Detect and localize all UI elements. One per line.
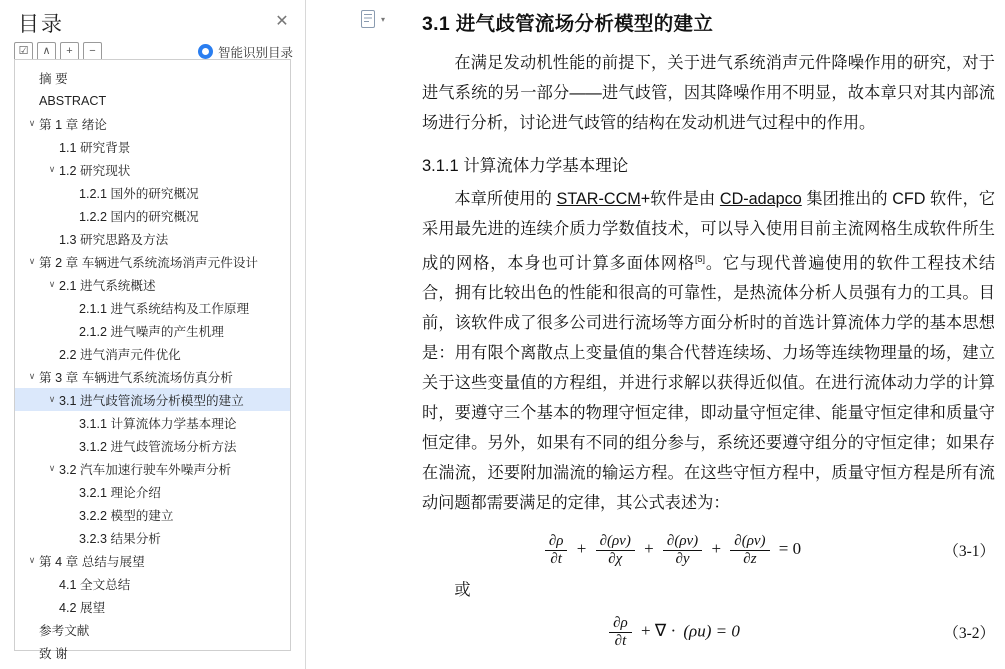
toc-item[interactable]	[15, 181, 290, 204]
chevron-down-icon[interactable]: ∨	[28, 256, 36, 266]
toc-item-label: 3.2 汽车加速行驶车外噪声分析	[59, 463, 232, 477]
toc-item[interactable]	[15, 411, 290, 434]
toc-item-label: ABSTRACT	[39, 93, 107, 108]
toc-sidebar	[0, 0, 306, 669]
toc-item[interactable]	[15, 365, 290, 388]
toc-item-label: 3.2.2 模型的建立	[79, 509, 174, 523]
toc-item-label: 第 2 章 车辆进气系统流场消声元件设计	[39, 256, 259, 270]
equation-connector: 或	[454, 581, 471, 600]
doc-thumbnail-toggle[interactable]	[361, 10, 385, 29]
toc-item[interactable]	[15, 135, 290, 158]
toc-item-label: 1.2.2 国内的研究概况	[79, 210, 199, 224]
collapse-all-icon[interactable]: ∧	[37, 42, 56, 61]
toc-item[interactable]	[15, 342, 290, 365]
toc-item-label: 2.2 进气消声元件优化	[59, 348, 181, 362]
toc-item[interactable]	[15, 89, 290, 112]
toc-item[interactable]	[15, 526, 290, 549]
para2-c: 集团推出的 CFD 软件，它采用最先进的连续介质力学数值技术，可以导入使用目前主流网格生成软件所生成的网格，本身也可计算多面体网格	[422, 190, 996, 273]
toc-item[interactable]	[15, 112, 290, 135]
section-heading: 3.1 进气歧管流场分析模型的建立	[422, 13, 714, 35]
toc-item[interactable]	[15, 457, 290, 480]
toc-item[interactable]	[15, 480, 290, 503]
paragraph-theory	[422, 184, 995, 518]
toc-item-label: 3.1 进气歧管流场分析模型的建立	[59, 394, 244, 408]
toc-item-label: 1.1 研究背景	[59, 141, 131, 155]
page-title: 目录	[18, 13, 64, 36]
chevron-down-icon[interactable]: ∨	[28, 371, 36, 381]
toc-item[interactable]	[15, 388, 290, 411]
equation-3-1-body: $\frac{\partial\rho}{\partial t}$ + $\frac{\partial(\rho\nu)}{\partial\chi}$ + $\frac{\partial(\rho\nu)}{\partial y}$ + $\frac{\partial(\rho\nu)}{\partial z}$ = 0	[422, 533, 925, 568]
chevron-down-icon[interactable]: ∨	[48, 463, 56, 473]
chevron-down-icon[interactable]: ∨	[28, 555, 36, 565]
toc-item[interactable]	[15, 503, 290, 526]
toc-item-label: 3.2.1 理论介绍	[79, 486, 161, 500]
toc-item-label: 3.1.1 计算流体力学基本理论	[79, 417, 237, 431]
toc-item[interactable]	[15, 250, 290, 273]
toc-item[interactable]	[15, 66, 290, 89]
toc-item-label: 致 谢	[39, 647, 68, 661]
chevron-down-icon: ▾	[381, 15, 386, 24]
close-icon[interactable]: ✕	[275, 13, 289, 30]
equation-3-2	[422, 610, 995, 654]
subsection-heading: 3.1.1 计算流体力学基本理论	[422, 157, 629, 175]
ai-toc-button[interactable]	[198, 43, 293, 61]
document-pane	[306, 0, 1005, 669]
sidebar-header	[0, 0, 305, 40]
toc-item-label: 参考文献	[39, 624, 90, 638]
chevron-down-icon[interactable]: ∨	[48, 279, 56, 289]
footnote-marker: [5]	[694, 254, 705, 264]
equation-3-1	[422, 528, 995, 572]
equation-3-1-number: （3-1）	[943, 543, 995, 561]
toc-item[interactable]	[15, 204, 290, 227]
document-content	[422, 0, 995, 669]
toc-item-label: 1.2 研究现状	[59, 164, 131, 178]
toc-item-label: 第 3 章 车辆进气系统流场仿真分析	[39, 371, 233, 385]
toc-item[interactable]	[15, 549, 290, 572]
toc-item-label: 摘 要	[39, 72, 68, 86]
para2-underline-1: STAR-CCM	[556, 190, 641, 208]
equation-3-2-body: $\frac{\partial\rho}{\partial t}$ + ∇ · (ρu) = 0	[422, 615, 925, 650]
chevron-down-icon[interactable]: ∨	[48, 164, 56, 174]
toc-item[interactable]	[15, 641, 290, 664]
equation-3-2-number: （3-2）	[943, 625, 995, 643]
toc-item-label: 2.1 进气系统概述	[59, 279, 156, 293]
toc-item[interactable]	[15, 296, 290, 319]
chevron-down-icon[interactable]: ∨	[48, 394, 56, 404]
para2-underline-2: CD-adapco	[719, 190, 802, 208]
toc-item[interactable]	[15, 273, 290, 296]
toc-item-label: 第 1 章 绪论	[39, 118, 107, 132]
toc-item-label: 4.1 全文总结	[59, 578, 131, 592]
toc-item-label: 4.2 展望	[59, 601, 106, 615]
toc-item-label: 2.1.2 进气噪声的产生机理	[79, 325, 224, 339]
toc-item-label: 第 4 章 总结与展望	[39, 555, 145, 569]
collapse-icon[interactable]: −	[83, 42, 102, 61]
toc-item-label: 3.2.3 结果分析	[79, 532, 161, 546]
toc-item[interactable]	[15, 319, 290, 342]
page-icon	[361, 10, 378, 29]
toc-item-label: 1.2.1 国外的研究概况	[79, 187, 199, 201]
ai-toc-label: 智能识别目录	[217, 45, 293, 60]
toc-item-label: 1.3 研究思路及方法	[59, 233, 169, 247]
para2-d: 。它与现代普遍使用的软件工程技术结合，拥有比较出色的性能和很高的可靠性，是热流体分析人员强有力的工具。目前，该软件成了很多公司进行流场等方面分析时的首选计算流体力学的基本思想是：用有限个离散点上变量值的集合代替连续场、力场等连续物理量的场，建立关于这些变量值的方程组，并进行求解以获得近似值。在进行流体动力学的计算时，要遵守三个基本的物理守恒定律，即动量守恒定律、能量守恒定律和质量守恒定律。另外，如果有不同的组分参与，系统还要遵守组分的守恒定律；如果存在湍流，还要附加湍流的输运方程。在这些守恒方程中，质量守恒方程是所有流动问题都需要满足的定律，其公式表述为：	[422, 254, 996, 513]
toc-item[interactable]	[15, 227, 290, 250]
toc-item[interactable]	[15, 595, 290, 618]
toc-item[interactable]	[15, 572, 290, 595]
toc-item[interactable]	[15, 434, 290, 457]
ai-sparkle-icon	[198, 44, 213, 59]
toc-item-label: 2.1.1 进气系统结构及工作原理	[79, 302, 250, 316]
chevron-down-icon[interactable]: ∨	[28, 118, 36, 128]
checkbox-icon[interactable]: ☑	[14, 42, 33, 61]
para2-b: +软件是由	[640, 190, 720, 208]
toc-item[interactable]	[15, 618, 290, 641]
para2-a: 本章所使用的	[454, 190, 557, 208]
toc-item-label: 3.1.2 进气歧管流场分析方法	[79, 440, 237, 454]
expand-icon[interactable]: +	[60, 42, 79, 61]
toc-list[interactable]	[14, 59, 291, 661]
toc-item[interactable]	[15, 158, 290, 181]
paragraph-intro: 在满足发动机性能的前提下，关于进气系统消声元件降噪作用的研究，对于进气系统的另一部分——进气歧管，因其降噪作用不明显，故本章只对其内部流场进行分析，讨论进气歧管的结构在发动机进气过程中的作用。	[422, 54, 995, 132]
